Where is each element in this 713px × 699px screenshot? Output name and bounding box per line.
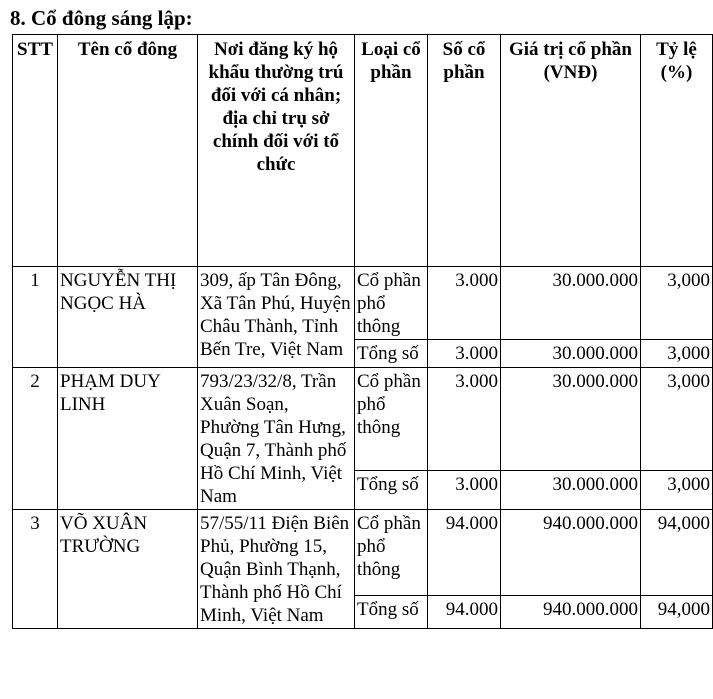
cell-value: 30.000.000 <box>501 470 641 509</box>
section-heading: 8. Cổ đông sáng lập: <box>10 6 193 30</box>
cell-share-type: Tổng số <box>355 596 428 629</box>
cell-name: PHẠM DUY LINH <box>58 368 198 510</box>
col-header-shares: Số cổ phần <box>428 35 501 267</box>
cell-shares: 94.000 <box>428 510 501 596</box>
cell-address: 309, ấp Tân Đông, Xã Tân Phú, Huyện Châu Thành, Tỉnh Bến Tre, Việt Nam <box>198 267 355 368</box>
cell-ratio: 3,000 <box>641 470 713 509</box>
cell-share-type: Tổng số <box>355 470 428 509</box>
cell-shares: 3.000 <box>428 470 501 509</box>
cell-value: 30.000.000 <box>501 267 641 340</box>
cell-share-type: Tổng số <box>355 340 428 368</box>
cell-ratio: 3,000 <box>641 340 713 368</box>
col-header-name: Tên cổ đông <box>58 35 198 267</box>
cell-ratio: 3,000 <box>641 267 713 340</box>
founding-shareholders-table <box>12 34 713 629</box>
cell-stt: 2 <box>13 368 58 510</box>
cell-value: 30.000.000 <box>501 340 641 368</box>
table-row <box>13 267 713 340</box>
col-header-ratio: Tỷ lệ (%) <box>641 35 713 267</box>
col-header-value: Giá trị cổ phần (VNĐ) <box>501 35 641 267</box>
cell-name: NGUYỄN THỊ NGỌC HÀ <box>58 267 198 368</box>
cell-shares: 3.000 <box>428 267 501 340</box>
col-header-address: Nơi đăng ký hộ khẩu thường trú đối với cá nhân; địa chỉ trụ sở chính đối với tổ chức <box>198 35 355 267</box>
cell-ratio: 94,000 <box>641 596 713 629</box>
cell-ratio: 3,000 <box>641 368 713 471</box>
header-row <box>13 35 713 267</box>
cell-stt: 1 <box>13 267 58 368</box>
table-row <box>13 368 713 471</box>
cell-shares: 3.000 <box>428 368 501 471</box>
cell-address: 793/23/32/8, Trần Xuân Soạn, Phường Tân Hưng, Quận 7, Thành phố Hồ Chí Minh, Việt Nam <box>198 368 355 510</box>
cell-ratio: 94,000 <box>641 510 713 596</box>
cell-shares: 3.000 <box>428 340 501 368</box>
cell-value: 30.000.000 <box>501 368 641 471</box>
cell-value: 940.000.000 <box>501 596 641 629</box>
cell-share-type: Cổ phần phổ thông <box>355 510 428 596</box>
cell-stt: 3 <box>13 510 58 629</box>
cell-value: 940.000.000 <box>501 510 641 596</box>
cell-share-type: Cổ phần phổ thông <box>355 267 428 340</box>
col-header-share-type: Loại cổ phần <box>355 35 428 267</box>
cell-name: VÕ XUÂN TRƯỜNG <box>58 510 198 629</box>
cell-share-type: Cổ phần phổ thông <box>355 368 428 471</box>
cell-address: 57/55/11 Điện Biên Phủ, Phường 15, Quận Bình Thạnh, Thành phố Hồ Chí Minh, Việt Nam <box>198 510 355 629</box>
table-row <box>13 510 713 596</box>
cell-shares: 94.000 <box>428 596 501 629</box>
col-header-stt: STT <box>13 35 58 267</box>
